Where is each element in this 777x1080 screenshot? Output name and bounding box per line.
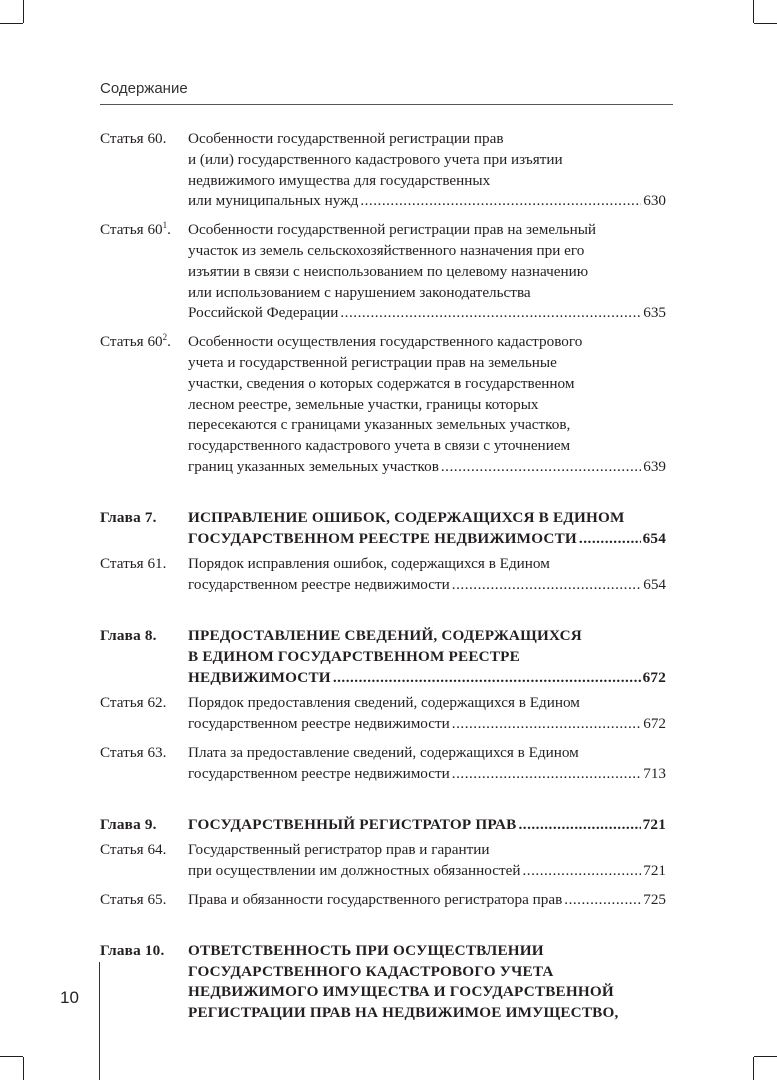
toc-entry-line: Особенности государственной регистрации прав на земельный [188,221,597,239]
crop-mark [754,23,777,24]
toc-entry-title [188,626,666,688]
toc-entry-title [188,554,666,596]
toc-entry-line: Плата за предоставление сведений, содержащихся в Едином [188,743,579,761]
toc-article [100,890,694,911]
crop-mark [0,23,23,24]
toc-entry-line: учета и государственной регистрации прав на земельные [188,353,557,371]
toc-entry-line: изъятии в связи с неиспользованием по целевому назначению [188,262,589,280]
toc-page-number: 654 [643,576,666,594]
toc-entry-line: ИСПРАВЛЕНИЕ ОШИБОК, СОДЕРЖАЩИХСЯ В ЕДИНОМ [188,508,625,526]
dot-leader [340,303,641,324]
toc-entry-line: государственного кадастрового учета в связи с уточнением [188,437,571,455]
crop-mark [753,0,754,23]
toc-chapter [100,815,694,836]
toc-entry-line: РЕГИСТРАЦИИ ПРАВ НА НЕДВИЖИМОЕ ИМУЩЕСТВО, [188,1004,619,1022]
page-number: 10 [60,988,79,1007]
dot-leader [518,815,640,836]
toc-entry-leader-line: ГОСУДАРСТВЕННЫЙ РЕГИСТРАТОР ПРАВ ..... 721 [188,815,666,836]
toc-entry-label: Статья 65. [100,890,167,908]
toc-entry-label: Статья 62. [100,694,167,712]
crop-mark [23,1057,24,1080]
toc-article [100,693,694,735]
toc-entry-leader-line: границ указанных земельных участков ..... 639 [188,457,666,478]
toc-entry-label: Глава 9. [100,815,157,833]
toc-entry-title [188,332,666,478]
dot-leader [452,714,641,735]
toc-entry-leader-line: Права и обязанности государственного регистратора прав ..... 725 [188,890,666,911]
toc-page-number: 721 [642,815,666,833]
table-of-contents [100,129,694,1024]
toc-entry-title [188,220,666,324]
toc-page-number: 654 [642,529,666,547]
toc-page-number: 630 [643,192,666,210]
dot-leader [523,861,642,882]
toc-entry-leader-line: Российской Федерации ..... 635 [188,303,666,324]
header-rule [100,104,673,105]
toc-entry-line: Порядок исправления ошибок, содержащихся в Едином [188,555,550,573]
toc-entry-title [188,508,666,550]
toc-entry-title [188,890,666,911]
toc-entry-label: Статья 63. [100,743,167,761]
toc-entry-line: ПРЕДОСТАВЛЕНИЕ СВЕДЕНИЙ, СОДЕРЖАЩИХСЯ [188,626,582,644]
toc-article [100,220,694,324]
toc-entry-label: Глава 8. [100,626,157,644]
toc-entry-leader-line: государственном реестре недвижимости ..... 713 [188,764,666,785]
toc-page-number: 639 [643,457,666,475]
toc-entry-line: и (или) государственного кадастрового учета при изъятии [188,150,563,168]
toc-entry-label: Статья $60^1$. [100,220,171,239]
toc-entry-leader-line: или муниципальных нужд ..... 630 [188,191,666,212]
toc-page-number: 635 [643,304,666,322]
dot-leader [333,668,641,689]
dot-leader [564,890,641,911]
toc-page-number: 713 [643,764,666,782]
crop-mark [754,1056,777,1057]
toc-entry-title [188,941,666,1024]
toc-entry-leader-line: при осуществлении им должностных обязанностей ..... 721 [188,861,666,882]
toc-entry-line: Особенности осуществления государственного кадастрового [188,333,583,351]
toc-entry-line: ГОСУДАРСТВЕННОГО КАДАСТРОВОГО УЧЕТА [188,962,554,980]
toc-entry-line: лесном реестре, земельные участки, границы которых [188,395,539,413]
dot-leader [452,575,641,596]
dot-leader [441,457,641,478]
toc-chapter [100,941,694,1024]
toc-entry-label: Глава 7. [100,508,157,526]
toc-article [100,554,694,596]
toc-entry-label: Статья 61. [100,555,167,573]
toc-entry-line: пересекаются с границами указанных земельных участков, [188,416,571,434]
toc-entry-leader-line: государственном реестре недвижимости ..... 672 [188,714,666,735]
toc-entry-line: участок из земель сельскохозяйственного назначения при его [188,241,585,259]
toc-entry-label: Статья 60. [100,130,167,147]
toc-entry-leader-line: государственном реестре недвижимости ..... 654 [188,575,666,596]
crop-mark [0,1056,23,1057]
toc-entry-title [188,743,666,785]
toc-page-number: 672 [642,668,666,686]
toc-entry-line: Особенности государственной регистрации прав [188,130,504,147]
running-header: Содержание [100,80,188,97]
toc-chapter [100,626,694,688]
toc-article [100,840,694,882]
toc-entry-title [188,693,666,735]
toc-entry-label: Статья $60^2$. [100,332,171,351]
toc-page-number: 725 [643,890,666,908]
toc-article [100,743,694,785]
toc-entry-line: участки, сведения о которых содержатся в государственном [188,374,575,392]
toc-entry-leader-line: НЕДВИЖИМОСТИ ..... 672 [188,668,666,689]
crop-mark [753,1057,754,1080]
toc-page-number: 721 [643,862,666,880]
toc-entry-label: Статья 64. [100,841,167,859]
dot-leader [452,764,641,785]
toc-article [100,332,694,478]
toc-entry-line: НЕДВИЖИМОГО ИМУЩЕСТВА И ГОСУДАРСТВЕННОЙ [188,983,614,1001]
toc-entry-line: или использованием с нарушением законодательства [188,283,531,301]
toc-entry-title [188,840,666,882]
toc-entry-leader-line: ГОСУДАРСТВЕННОМ РЕЕСТРЕ НЕДВИЖИМОСТИ ..... 654 [188,529,666,550]
toc-entry-label: Глава 10. [100,941,165,959]
dot-leader [579,529,641,550]
toc-page-number: 672 [643,715,666,733]
crop-mark [23,0,24,23]
dot-leader [360,191,641,212]
page-number-rule [99,962,100,1080]
toc-entry-line: ОТВЕТСТВЕННОСТЬ ПРИ ОСУЩЕСТВЛЕНИИ [188,941,544,959]
toc-entry-line: Государственный регистратор прав и гарантии [188,841,490,859]
toc-entry-line: Порядок предоставления сведений, содержащихся в Едином [188,694,580,712]
toc-entry-line: В ЕДИНОМ ГОСУДАРСТВЕННОМ РЕЕСТРЕ [188,647,520,665]
toc-chapter [100,508,694,550]
toc-entry-title [188,129,666,212]
toc-entry-title [188,815,666,836]
toc-entry-line: недвижимого имущества для государственных [188,171,491,189]
toc-article [100,129,694,212]
